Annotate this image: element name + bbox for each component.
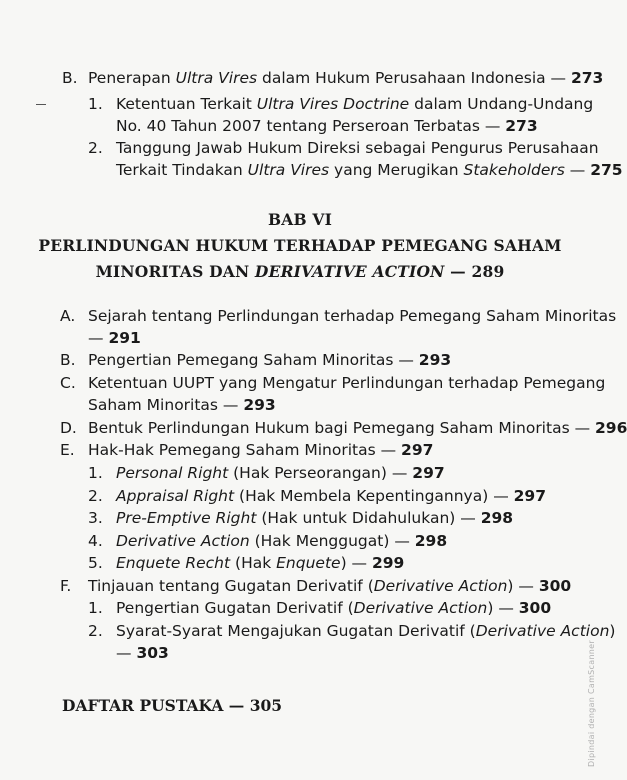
e3-num: 3. (88, 509, 103, 527)
f2-line1: Syarat-Syarat Mengajukan Gugatan Derivatif (Derivative Action) (116, 622, 616, 640)
b1-num: 1. (88, 95, 103, 113)
entry-b-line: Pengertian Pemegang Saham Minoritas — 293 (88, 351, 452, 369)
f2-num: 2. (88, 622, 103, 640)
b2-line2: Terkait Tindakan Ultra Vires yang Merugikan Stakeholders — 275 (116, 161, 623, 179)
b1-line2: No. 40 Tahun 2007 tentang Perseroan Terbatas — 273 (116, 117, 538, 135)
section-b-title: Penerapan Ultra Vires dalam Hukum Perusahaan Indonesia — 273 (88, 69, 604, 87)
b2-num: 2. (88, 139, 103, 157)
f1-num: 1. (88, 599, 103, 617)
entry-e-label: E. (60, 441, 75, 459)
entry-b-label: B. (60, 351, 76, 369)
f1-line: Pengertian Gugatan Derivatif (Derivative Action) — 300 (116, 599, 552, 617)
e4-line: Derivative Action (Hak Menggugat) — 298 (116, 532, 448, 550)
e5-num: 5. (88, 554, 103, 572)
margin-tick (36, 104, 46, 105)
entry-c-label: C. (60, 374, 76, 392)
f2-line2: — 303 (116, 644, 169, 662)
b2-line1: Tanggung Jawab Hukum Direksi sebagai Pengurus Perusahaan (116, 139, 599, 157)
entry-d-line: Bentuk Perlindungan Hukum bagi Pemegang Saham Minoritas — 296 (88, 419, 627, 437)
e1-num: 1. (88, 464, 103, 482)
chapter-bab: BAB VI (267, 210, 333, 229)
scanner-watermark: Dipindai dengan CamScanner (587, 640, 596, 767)
e3-line: Pre-Emptive Right (Hak untuk Didahulukan) — 298 (116, 509, 514, 527)
entry-a-line1: Sejarah tentang Perlindungan terhadap Pemegang Saham Minoritas (88, 307, 617, 325)
chapter-page: 289 (471, 262, 505, 281)
entry-a-label: A. (60, 307, 76, 325)
entry-c-line2: Saham Minoritas — 293 (88, 396, 276, 414)
section-b-page: 273 (570, 69, 604, 87)
entry-f-line: Tinjauan tentang Gugatan Derivatif (Derivative Action) — 300 (88, 577, 572, 595)
entry-f-label: F. (60, 577, 72, 595)
e1-line: Personal Right (Hak Perseorangan) — 297 (116, 464, 445, 482)
entry-a-line2: — 291 (88, 329, 141, 347)
section-b-label: B. (62, 69, 78, 87)
chapter-title-line2: MINORITAS DAN DERIVATIVE ACTION — 289 (95, 262, 505, 281)
e2-num: 2. (88, 487, 103, 505)
chapter-title-line1: PERLINDUNGAN HUKUM TERHADAP PEMEGANG SAHAM (38, 236, 562, 255)
entry-e-line: Hak-Hak Pemegang Saham Minoritas — 297 (88, 441, 434, 459)
e5-line: Enquete Recht (Hak Enquete) — 299 (116, 554, 405, 572)
daftar-pustaka: DAFTAR PUSTAKA — 305 (62, 696, 283, 715)
e2-line: Appraisal Right (Hak Membela Kepentingannya) — 297 (116, 487, 546, 505)
entry-c-line1: Ketentuan UUPT yang Mengatur Perlindungan terhadap Pemegang (88, 374, 606, 392)
b1-line1: Ketentuan Terkait Ultra Vires Doctrine dalam Undang-Undang (116, 95, 594, 113)
entry-d-label: D. (60, 419, 77, 437)
e4-num: 4. (88, 532, 103, 550)
